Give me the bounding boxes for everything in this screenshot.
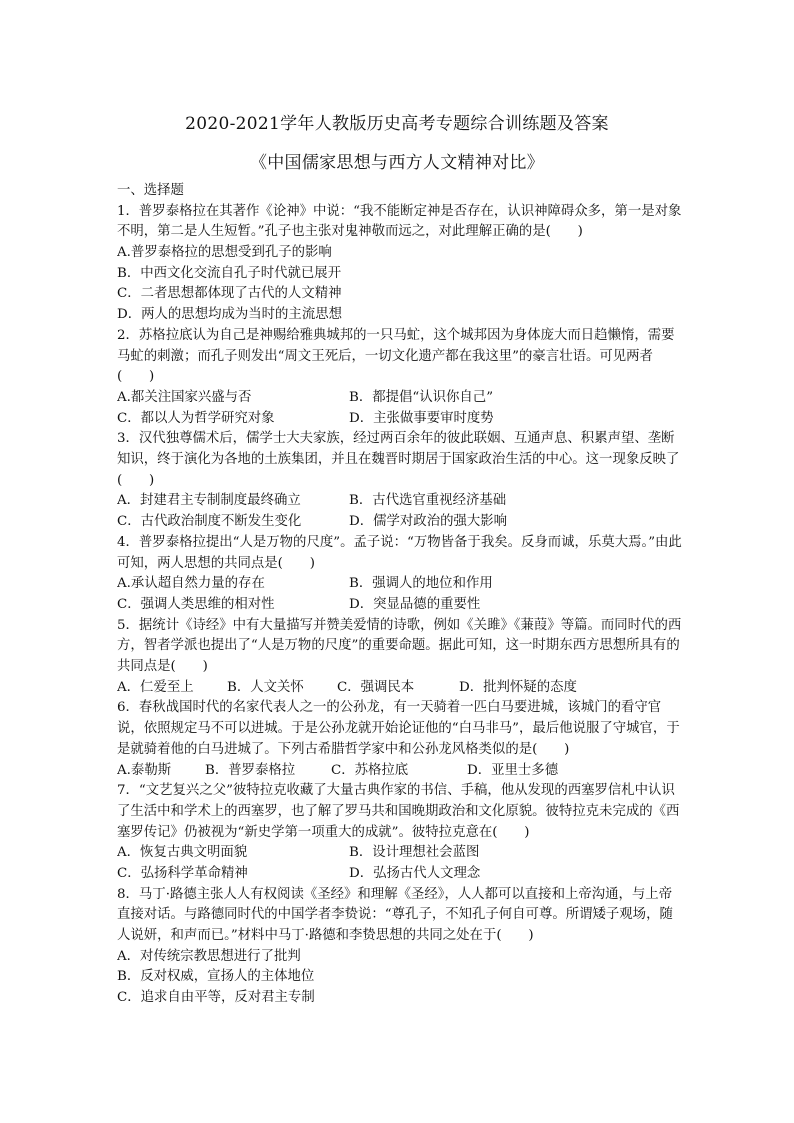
question-stem: 3．汉代独尊儒术后，儒学士大夫家族，经过两百余年的彼此联姻、互通声息、积累声望、垄断知识，终于演化为各地的土族集团，并且在魏晋时期居于国家政治生活的中心。这一现象反映了( ) (117, 431, 680, 488)
option-b: B．古代选官重视经济基础 (349, 493, 507, 509)
question-3 (117, 429, 685, 532)
question-8 (117, 885, 685, 1009)
option-c: C．都以人为哲学研究对象 (117, 410, 275, 426)
question-stem: 2．苏格拉底认为自己是神赐给雅典城邦的一只马虻，这个城邦因为身体庞大而日趋懒惰，需要马虻的刺激；而孔子则发出“周文王死后，一切文化遗产都在我这里”的豪言壮语。可见两者( ) (117, 327, 675, 385)
question-7 (117, 781, 685, 884)
section-heading: 一、选择题 (117, 183, 184, 198)
option-c: C．追求自由平等，反对君主专制 (117, 990, 315, 1006)
option-a: A．恢复古典文明面貌 (117, 845, 248, 861)
option-c: C．古代政治制度不断发生变化 (117, 514, 302, 530)
option-b: B．普罗泰格拉 (205, 762, 296, 778)
option-b: B．都提倡“认识你自己” (349, 389, 494, 405)
option-d: D．批判怀疑的态度 (459, 679, 577, 695)
option-b: B．反对权威，宣扬人的主体地位 (117, 969, 315, 985)
question-stem: 6．春秋战国时代的名家代表人之一的公孙龙，有一天骑着一匹白马要进城，该城门的看守官说，依照规定马不可以进城。于是公孙龙就开始论证他的“白马非马”，最后他说服了守城官，于是就骑着他的白马进城了。下列古希腊哲学家中和公孙龙风格类似的是( ) (117, 700, 680, 757)
option-d: D．突显品德的重要性 (349, 596, 481, 612)
option-d: D．弘扬古代人文理念 (349, 865, 481, 881)
question-stem: 7．“文艺复兴之父”彼特拉克收藏了大量古典作家的书信、手稿，他从发现的西塞罗信札中认识了生活中和学术上的西塞罗，也了解了罗马共和国晚期政治和文化原貌。彼特拉克未完成的《西塞罗传记》仍被视为“新史学第一项重大的成就”。彼特拉克意在( ) (117, 783, 680, 840)
option-d: D．主张做事要审时度势 (349, 410, 494, 426)
option-d: D．两人的思想均成为当时的主流思想 (117, 307, 342, 323)
option-a: A．仁爱至上 (117, 679, 194, 695)
question-stem: 8．马丁·路德主张人人有权阅读《圣经》和理解《圣经》，人人都可以直接和上帝沟通，与上帝直接对话。与路德同时代的中国学者李贽说：“尊孔子，不知孔子何自可尊。所谓矮子观场，随人说妍，和声而已。”材料中马丁·路德和李贽思想的共同之处在于( ) (117, 886, 673, 944)
question-6 (117, 698, 685, 781)
option-b: B．中西文化交流自孔子时代就已展开 (117, 265, 342, 281)
document-title: 2020-2021学年人教版历史高考专题综合训练题及答案 (185, 114, 609, 134)
question-stem: 5．据统计《诗经》中有大量描写并赞美爱情的诗歌，例如《关雎》《蒹葭》等篇。而同时代的西方，智者学派也提出了“人是万物的尺度”的重要命题。据此可知，这一时期东西方思想所具有的共同点是( ) (117, 617, 682, 674)
option-c: C．弘扬科学革命精神 (117, 865, 248, 881)
option-a: A.泰勒斯 (117, 762, 172, 778)
option-d: D．亚里士多德 (467, 762, 559, 778)
option-c: C．二者思想都体现了古代的人文精神 (117, 286, 342, 302)
option-b: B．人文关怀 (227, 679, 304, 695)
option-a: A．对传统宗教思想进行了批判 (117, 948, 301, 964)
document-body (117, 181, 685, 1009)
option-a: A．封建君主专制制度最终确立 (117, 493, 301, 509)
option-b: B．设计理想社会蓝图 (349, 845, 480, 861)
question-4 (117, 533, 685, 616)
option-d: D．儒学对政治的强大影响 (349, 514, 508, 530)
option-b: B．强调人的地位和作用 (349, 576, 493, 592)
option-a: A.承认超自然力量的存在 (117, 576, 265, 592)
option-a: A.都关注国家兴盛与否 (117, 389, 252, 405)
question-5 (117, 616, 685, 699)
option-c: C．强调民本 (337, 679, 415, 695)
document-subtitle: 《中国儒家思想与西方人文精神对比》 (249, 153, 545, 173)
question-stem: 4．普罗泰格拉提出“人是万物的尺度”。孟子说：“万物皆备于我矣。反身而诚，乐莫大焉。”由此可知，两人思想的共同点是( ) (117, 534, 682, 571)
option-a: A.普罗泰格拉的思想受到孔子的影响 (117, 245, 332, 261)
question-2 (117, 326, 685, 429)
question-1 (117, 202, 685, 326)
question-stem: 1．普罗泰格拉在其著作《论神》中说：“我不能断定神是否存在，认识神障碍众多，第一是对象不明，第二是人生短暂。”孔子也主张对鬼神敬而远之，对此理解正确的是( ) (117, 203, 682, 240)
option-c: C．强调人类思维的相对性 (117, 596, 275, 612)
option-c: C．苏格拉底 (331, 762, 409, 778)
